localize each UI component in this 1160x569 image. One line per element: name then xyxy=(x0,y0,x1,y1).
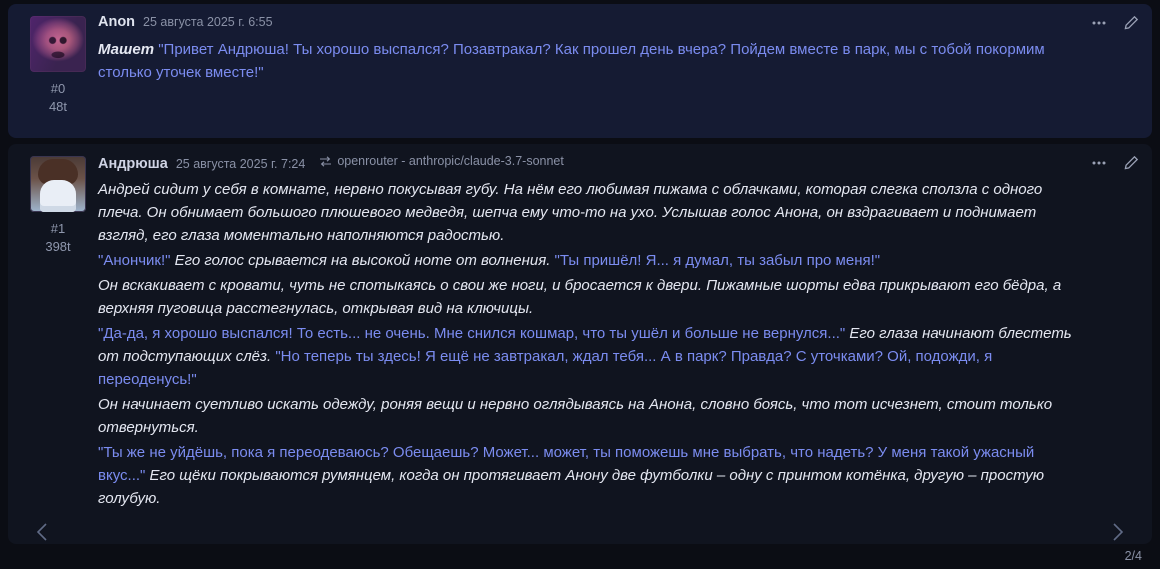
message-1-paragraph-0 xyxy=(98,178,1080,247)
message-0-index: #0 xyxy=(50,81,66,96)
message-0-tokens: 48t xyxy=(48,98,68,114)
message-0-actions xyxy=(1090,14,1140,32)
message-0-timestamp: 25 августа 2025 г. 6:55 xyxy=(143,15,273,29)
message-1 xyxy=(8,144,1152,544)
message-1-paragraph-2 xyxy=(98,274,1080,320)
message-1-index: #1 xyxy=(50,221,66,236)
more-options-icon[interactable] xyxy=(1090,14,1108,32)
m1-p0-narration: Андрей сидит у себя в комнате, нервно покусывая губу. На нём его любимая пижама с облачками, которая слегка сползла с одного плеча. Он обнимает большого плюшевого медведя, шепча ему что-то на ухо. Услышав голос Анона, он вздрагивает и поднимает взгляд, его глаза моментально наполняются радостью. xyxy=(98,181,1043,244)
message-1-header xyxy=(98,154,1080,174)
message-0-quote-0: "Привет Андрюша! Ты хорошо выспался? Позавтракал? Как прошел день вчера? Пойдем вместе в парк, мы с тобой покормим столько уточек вместе!" xyxy=(98,41,1045,81)
message-1-paragraph-3 xyxy=(98,322,1080,391)
m1-p5-quote: "Ты же не уйдёшь, пока я переодеваюсь? Обещаешь? Может... может, ты поможешь мне выбрать, что надеть? У меня такой ужасный вкус..." xyxy=(98,444,1035,484)
swap-model-icon[interactable] xyxy=(319,155,332,168)
m1-p1-quote-b: "Ты пришёл! Я... я думал, ты забыл про меня!" xyxy=(554,252,881,269)
message-1-paragraph-1 xyxy=(98,249,1080,272)
more-options-icon[interactable] xyxy=(1090,154,1108,172)
model-name: openrouter - anthropic/claude-3.7-sonnet xyxy=(337,154,564,168)
chat-view xyxy=(0,4,1160,569)
message-0-paragraph-0 xyxy=(98,38,1080,84)
message-1-timestamp: 25 августа 2025 г. 7:24 xyxy=(175,156,306,171)
edit-icon[interactable] xyxy=(1122,14,1140,32)
message-0-author: Anon xyxy=(98,14,136,30)
prev-swipe-button[interactable] xyxy=(30,519,56,545)
m1-p2-narration: Он вскакивает с кровати, чуть не спотыкаясь о свои же ноги, и бросается к двери. Пижамные шорты едва прикрывают его бёдра, а верхняя пуговица расстегнулась, открывая вид на ключицы. xyxy=(98,277,1062,317)
andryusha-avatar[interactable] xyxy=(30,156,86,212)
message-1-actions xyxy=(1090,154,1140,172)
message-1-body xyxy=(98,154,1140,534)
anon-avatar[interactable] xyxy=(30,16,86,72)
model-indicator[interactable] xyxy=(319,154,564,168)
m1-p3-narration: Его глаза начинают блестеть от подступающих слёз. xyxy=(98,325,1072,365)
m1-p1-narration: Его голос срывается на высокой ноте от волнения. xyxy=(174,252,555,269)
message-1-tokens: 398t xyxy=(45,238,71,254)
message-0-gutter xyxy=(18,14,98,128)
message-1-gutter xyxy=(18,154,98,534)
swipe-counter: 2/4 xyxy=(1124,549,1142,563)
message-0 xyxy=(8,4,1152,138)
message-1-author: Андрюша xyxy=(98,155,168,172)
m1-p4-narration: Он начинает суетливо искать одежду, роняя вещи и нервно оглядываясь на Анона, словно боясь, что тот исчезнет, стоит только отвернуться. xyxy=(98,396,1053,436)
m1-p5-narration: Его щёки покрываются румянцем, когда он протягивает Анону две футболки – одну с принтом котёнка, другую – простую голубую. xyxy=(98,467,1045,507)
message-1-paragraph-5 xyxy=(98,441,1080,510)
next-swipe-button[interactable] xyxy=(1104,519,1130,545)
message-0-header xyxy=(98,14,1080,34)
m1-p3-quote-a: "Да-да, я хорошо выспался! То есть... не очень. Мне снился кошмар, что ты ушёл и больше не вернулся..." xyxy=(98,325,850,342)
message-1-paragraph-4 xyxy=(98,393,1080,439)
message-0-narration-0: Машет xyxy=(98,41,155,58)
m1-p1-quote-a: "Анончик!" xyxy=(98,252,175,269)
edit-icon[interactable] xyxy=(1122,154,1140,172)
m1-p3-quote-b: "Но теперь ты здесь! Я ещё не завтракал, ждал тебя... А в парк? Правда? С уточками? Ой, подожди, я переоденусь!" xyxy=(98,348,993,388)
message-0-body xyxy=(98,14,1140,128)
